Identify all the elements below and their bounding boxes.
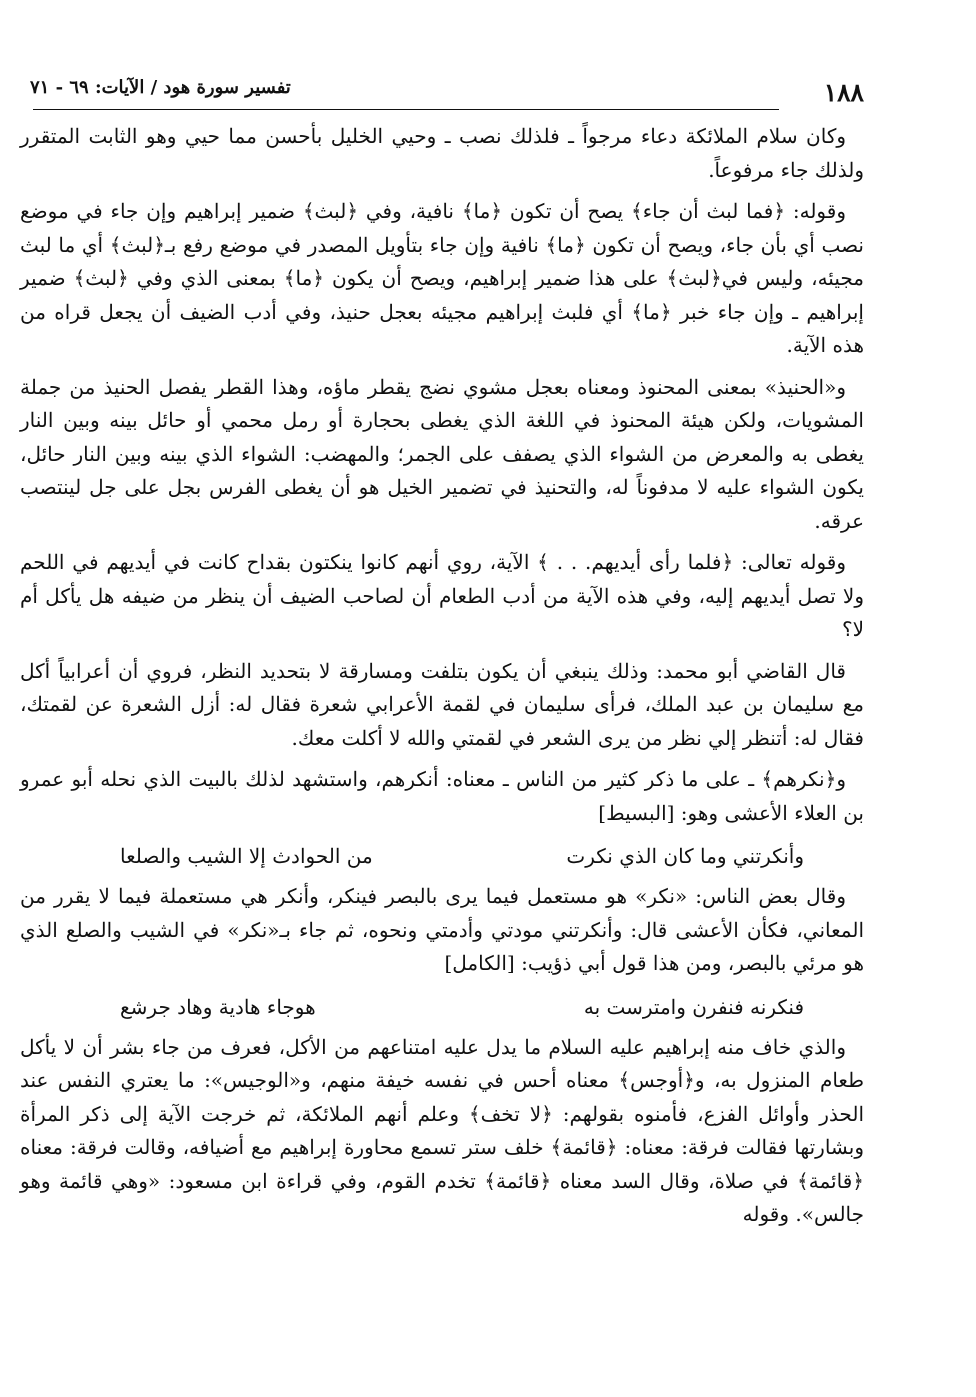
verse-1-first-hemistich: وأنكرتني وما كان الذي نكرت [566,844,804,868]
paragraph-7: وقال بعض الناس: «نكر» هو مستعمل فيما يرى بالبصر فينكر، وأنكر هي مستعملة فيما لا يقرر من المعاني، فكأن الأعشى قال: وأنكرتني مودتي وأدمتي ونحوه، ثم جاء بـ«نكر» في الشيب والصلع الذي هو مرئي بالبصر، ومن هذا قول أبي ذؤيب: [الكامل] [20,884,864,975]
paragraph-5: قال القاضي أبو محمد: وذلك ينبغي أن يكون بتلفت ومسارقة لا بتحديد النظر، فروي أن أعرابياً أكل مع سليمان بن عبد الملك، فرأى سليمان في لقمة الأعرابي شعرة فقال له: أزل الشعرة عن لقمتك، فقال له: أتنظر إلي نظر من يرى الشعر في لقمتي والله لا أكلت معك. [20,658,864,750]
paragraph-2: وقوله: ﴿فما لبث أن جاء﴾ يصح أن تكون ﴿ما﴾ نافية، وفي ﴿لبث﴾ ضمير إبراهيم وإن جاء في موضع نصب أي بأن جاء، ويصح أن تكون ﴿ما﴾ نافية وإن جاء بتأويل المصدر في موضع رفع بـ﴿لبث﴾ أي ما لبث مجيئه، وليس في﴿لبث﴾ على هذا ضمير إبراهيم، ويصح أن يكون ﴿ما﴾ بمعنى الذي وفي ﴿لبث﴾ ضمير إبراهيم ـ وإن جاء خبر ﴿ما﴾ أي فلبث إبراهيم مجيئه بعجل حنيذ، وفي أدب الضيف أن يجعل قراه من هذه الآية. [20,199,864,357]
paragraph-3: و«الحنيذ» بمعنى المحنوذ ومعناه بعجل مشوي نضج يقطر ماؤه، وهذا القطر يفصل الحنيذ من جملة المشويات، ولكن هيئة المحنوذ في اللغة الذي يغطى بحجارة أو رمل محمي أو حائل بينه وبين النار يغطى به والمعرض من الشواء الذي يصفف على الجمر؛ والمهضب: الشواء الذي بينه وبين النار حائل، يكون الشواء عليه لا مدفوناً له، والتحنيذ في تضمير الخيل هو أن يغطى الفرس بجل على جل لينتصب عرقه. [20,374,864,533]
paragraph-8: والذي خاف منه إبراهيم عليه السلام ما يدل عليه امتناعهم من الأكل، فعرف من جاء بشر أن لا يأكل طعام المنزول به، و﴿أوجس﴾ معناه أحس في نفسه خيفة منهم، و«الوجيس»: ما يعتري النفس عند الحذر وأوائل الفزع، فأمنوه بقولهم: ﴿لا تخف﴾ وعلم أنهم الملائكة، ثم خرجت الآية إلى ذكر المرأة وبشارتها فقالت فرقة: معناه: ﴿قائمة﴾ خلف ستر تسمع محاورة إبراهيم مع أضيافه، وقالت فرقة: معناه ﴿قائمة﴾ في صلاة، وقال السد معناه ﴿قائمة﴾ تخدم القوم، وفي قراءة ابن مسعود: «وهي قائمة وهو جالس». وقوله [20,1034,864,1226]
poetry-verse-1 [120,838,804,874]
poetry-verse-2 [120,989,804,1025]
verse-2-second-hemistich: هوجاء هادية وهاد جرشع [120,994,316,1019]
page-number: ١٨٨ [823,78,864,107]
running-title: تفسير سورة هود / الآيات: ٦٩ - ٧١ [30,77,291,98]
verse-2-first-hemistich: فنكرنه فنفرن وامترست به [583,994,804,1019]
header-rule [33,109,779,110]
verse-1-second-hemistich: من الحوادث إلا الشيب والصلعا [120,844,373,868]
paragraph-1: وكان سلام الملائكة دعاء مرجواً ـ فلذلك نصب ـ وحيي الخليل بأحسن مما حيي وهو الثابت المتقرر ولذلك جاء مرفوعاً. [20,124,864,182]
page [20,66,864,1377]
paragraph-4: وقوله تعالى: ﴿فلما رأى أيديهم. . . ﴾ الآية، روي أنهم كانوا ينكتون بقداح كانت في أيديهم في اللحم ولا تصل أيديهم إليه، وفي هذه الآية من أدب الطعام أن لصاحب الضيف أن ينظر من ضيفه هل يأكل أم لا؟ [20,550,864,641]
main-text [20,120,864,1240]
paragraph-6: و﴿نكرهم﴾ ـ على ما ذكر كثير من الناس ـ معناه: أنكرهم، واستشهد لذلك بالبيت الذي نحله أبو عمرو بن العلاء الأعشى وهو: [البسيط] [20,767,864,825]
